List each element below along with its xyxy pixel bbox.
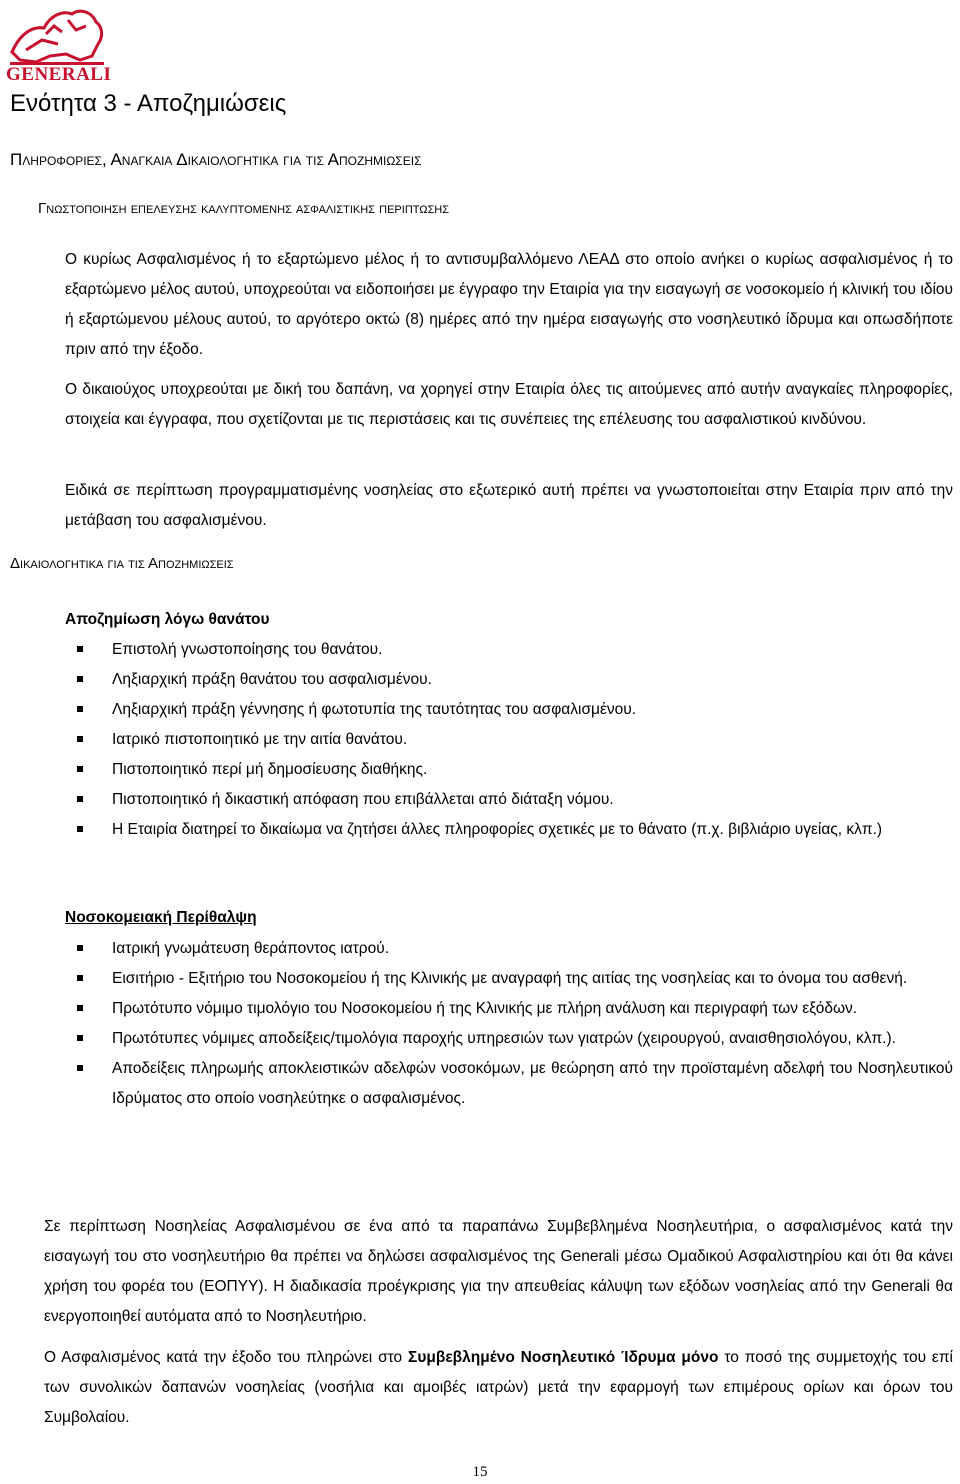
hospital-care-title: Νοσοκομειακή Περίθαλψη <box>65 909 257 926</box>
bullet-icon <box>77 1065 83 1071</box>
contracted-hospital-emphasis: Συμβεβλημένο Νοσηλευτικό Ίδρυμα μόνο <box>408 1349 719 1366</box>
logo-wordmark: GENERALI <box>6 64 112 85</box>
paragraph-notification-2: Ο δικαιούχος υποχρεούται με δική του δαπάνη, να χορηγεί στην Εταιρία όλες τις αιτούμενες από αυτήν αναγκαίες πληροφορίες, στοιχεία και έγγραφα, που σχετίζονται με τις περιστάσεις και τις συνέπειες της επέλευσης του ασφαλιστικού κινδύνου. <box>65 381 953 428</box>
list-item: Πρωτότυπο νόμιμο τιμολόγιο του Νοσοκομείου ή της Κλινικής με πλήρη ανάλυση και περιγραφή των εξόδων. <box>75 994 953 1024</box>
bullet-icon <box>77 766 83 772</box>
bullet-icon <box>77 736 83 742</box>
bullet-icon <box>77 1005 83 1011</box>
list-item: Ιατρικό πιστοποιητικό με την αιτία θανάτου. <box>75 725 953 755</box>
list-item: Ιατρική γνωμάτευση θεράποντος ιατρού. <box>75 934 953 964</box>
list-item: Αποδείξεις πληρωμής αποκλειστικών αδελφών νοσοκόμων, με θεώρηση από την προϊσταμένη αδελφή του Νοσηλευτικού Ιδρύματος στο οποίο νοσηλεύτηκε ο ασφαλισμένος. <box>75 1054 953 1114</box>
hospital-documents-list <box>75 934 953 1114</box>
list-item: Πιστοποιητικό ή δικαστική απόφαση που επιβάλλεται από διάταξη νόμου. <box>75 785 953 815</box>
death-documents-list <box>75 635 953 845</box>
list-item: Εισιτήριο - Εξιτήριο του Νοσοκομείου ή της Κλινικής με αναγραφή της αιτίας της νοσηλείας και το όνομα του ασθενή. <box>75 964 953 994</box>
bullet-icon <box>77 796 83 802</box>
list-item: Πιστοποιητικό περί μή δημοσίευσης διαθήκης. <box>75 755 953 785</box>
heading-notification: Γνωστοποιηση επελευσης καλυπτομενης ασφαλιστικης περιπτωσης <box>38 200 450 217</box>
heading-documents: Δικαιολογητικα για τις Αποζημιωσεις <box>10 555 234 572</box>
list-item: Πρωτότυπες νόμιμες αποδείξεις/τιμολόγια παροχής υπηρεσιών των γιατρών (χειρουργού, αναισθησιολόγου, κλπ.). <box>75 1024 953 1054</box>
death-compensation-title: Αποζημίωση λόγω θανάτου <box>65 611 270 628</box>
list-item: Ληξιαρχική πράξη θανάτου του ασφαλισμένου. <box>75 665 953 695</box>
paragraph-notification-3: Ειδικά σε περίπτωση προγραμματισμένης νοσηλείας στο εξωτερικό αυτή πρέπει να γνωστοποιείται στην Εταιρία πριν από την μετάβαση του ασφαλισμένου. <box>65 482 953 529</box>
bullet-icon <box>77 975 83 981</box>
bullet-icon <box>77 706 83 712</box>
heading-info: Πληροφοριες, Αναγκαια Δικαιολογητικα για τις Αποζημιωσεις <box>10 150 422 169</box>
section-title: Ενότητα 3 - Αποζημιώσεις <box>10 90 287 117</box>
bullet-icon <box>77 676 83 682</box>
bullet-icon <box>77 826 83 832</box>
paragraph-exit-payment: Ο Ασφαλισμένος κατά την έξοδο του πληρώνει στο Συμβεβλημένο Νοσηλευτικό Ίδρυμα μόνο το ποσό της συμμετοχής του επί των συνολικών δαπανών νοσηλείας (νοσήλια και αμοιβές ιατρών) μετά την εφαρμογή των επιμέρους ορίων και όρων του Συμβολαίου. <box>44 1349 953 1426</box>
bullet-icon <box>77 1035 83 1041</box>
page-number: 15 <box>472 1464 488 1480</box>
lion-emblem-icon <box>6 4 108 66</box>
list-item: Ληξιαρχική πράξη γέννησης ή φωτοτυπία της ταυτότητας του ασφαλισμένου. <box>75 695 953 725</box>
bullet-icon <box>77 945 83 951</box>
paragraph-contracted-hospital: Σε περίπτωση Νοσηλείας Ασφαλισμένου σε ένα από τα παραπάνω Συμβεβλημένα Νοσηλευτήρια, ο ασφαλισμένος κατά την εισαγωγή του στο νοσηλευτήριο θα πρέπει να δηλώσει ασφαλισμένος της Generali μέσω Ομαδικού Ασφαλιστηρίου και ότι θα κάνει χρήση του φορέα του (ΕΟΠΥΥ). Η διαδικασία προέγκρισης για την απευθείας κάλυψη των εξόδων νοσηλείας από την Generali θα ενεργοποιηθεί αυτόματα από το Νοσηλευτήριο. <box>44 1218 953 1325</box>
list-item: Επιστολή γνωστοποίησης του θανάτου. <box>75 635 953 665</box>
list-item: Η Εταιρία διατηρεί το δικαίωμα να ζητήσει άλλες πληροφορίες σχετικές με το θάνατο (π.χ. βιβλιάριο υγείας, κλπ.) <box>75 815 953 845</box>
paragraph-notification-1: Ο κυρίως Ασφαλισμένος ή το εξαρτώμενο μέλος ή το αντισυμβαλλόμενο ΛΕΑΔ στο οποίο ανήκει ο κυρίως ασφαλισμένος ή το εξαρτώμενο μέλος αυτού, υποχρεούται να ειδοποιήσει με έγγραφο την Εταιρία για την εισαγωγή σε νοσοκομείο ή κλινική του ιδίου ή εξαρτώμενου μέλους αυτού, το αργότερο οκτώ (8) ημέρες από την ημέρα εισαγωγής στο νοσηλευτικό ίδρυμα και οπωσδήποτε πριν από την έξοδο. <box>65 251 953 358</box>
bullet-icon <box>77 646 83 652</box>
generali-logo <box>6 4 112 85</box>
